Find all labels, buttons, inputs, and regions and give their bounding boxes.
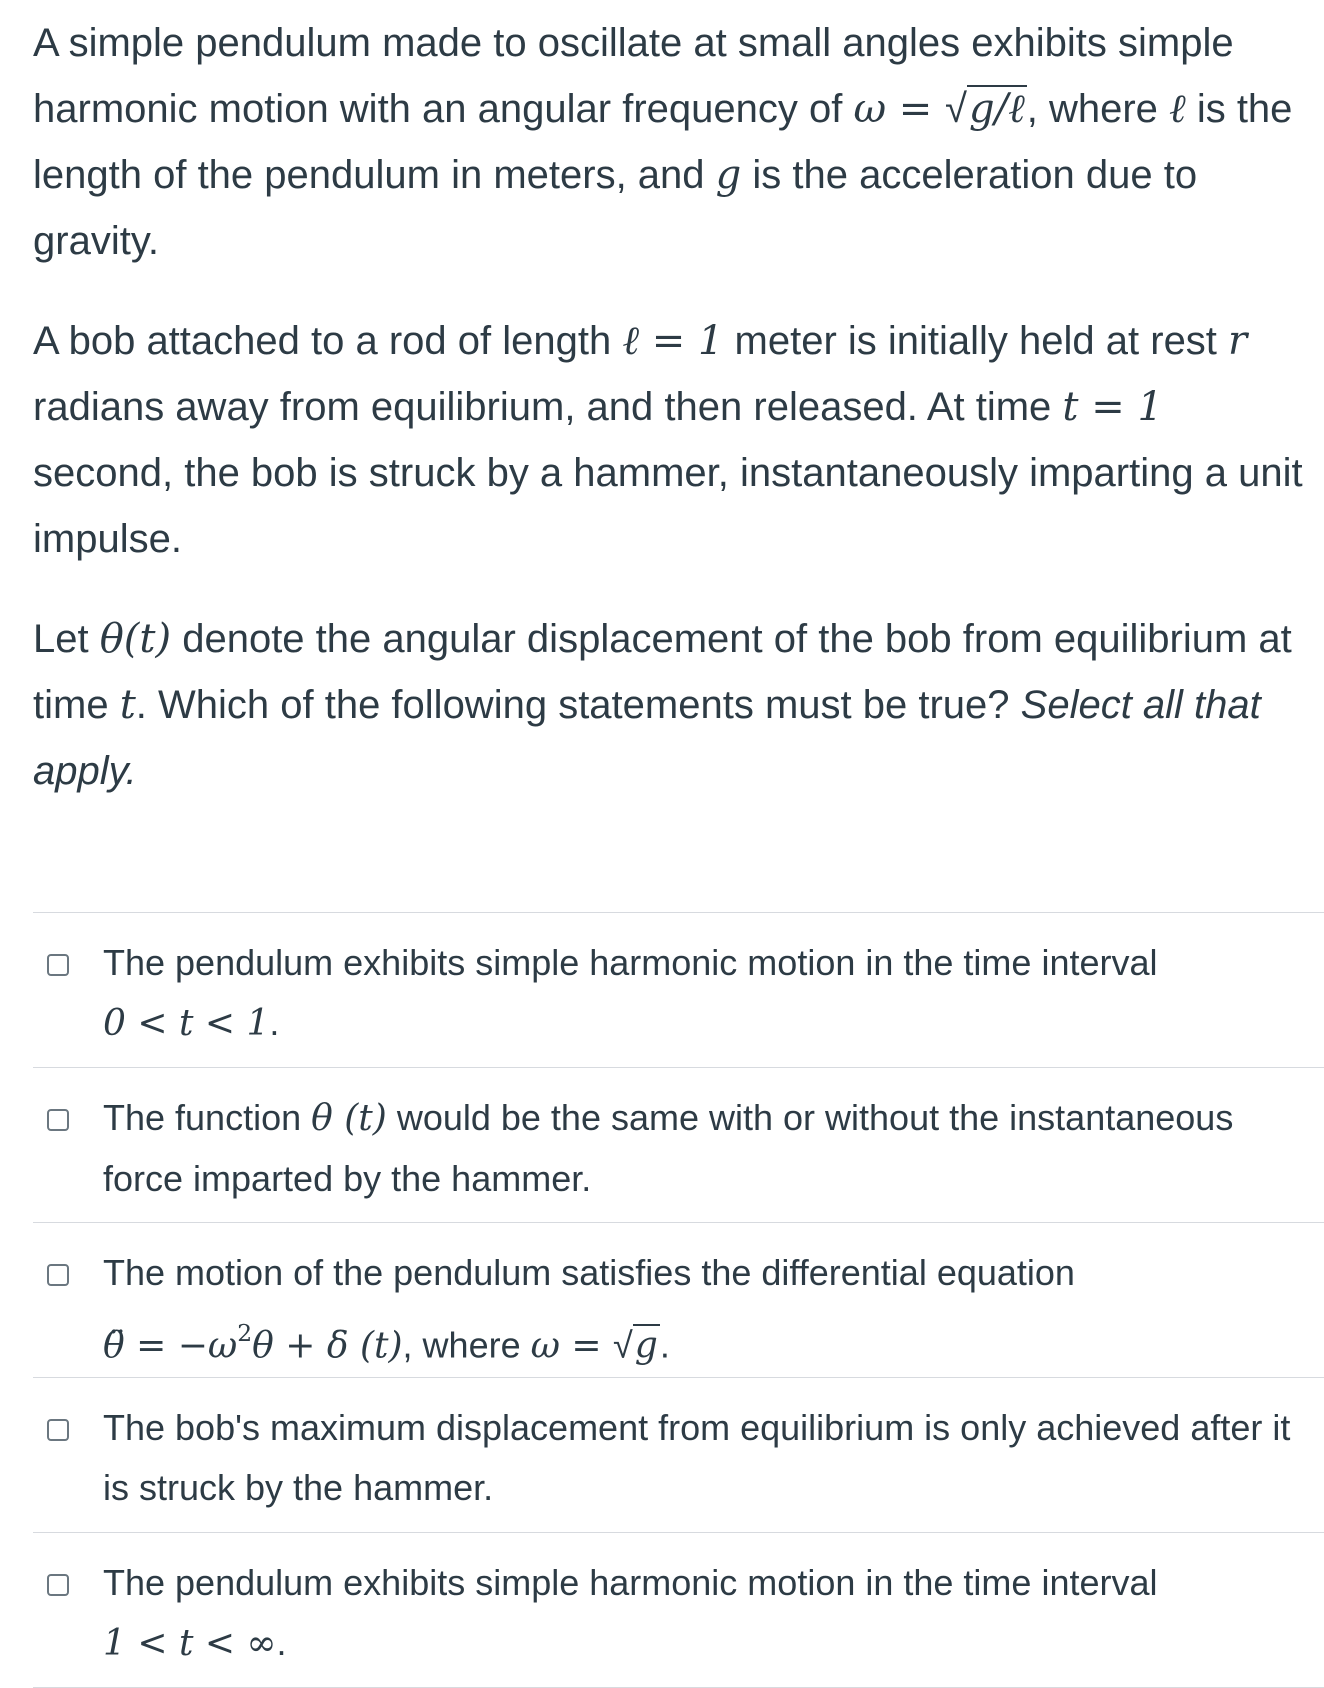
t-equation: t = 1 [1062, 384, 1163, 430]
answer-checkbox-1[interactable] [47, 954, 69, 976]
answer-option-5[interactable] [33, 1533, 1324, 1688]
answer-option-3[interactable] [33, 1223, 1324, 1378]
answer-checkbox-4[interactable] [47, 1419, 69, 1441]
ell-equation: ℓ = 1 [622, 318, 724, 364]
question-paragraph-1: A simple pendulum made to oscillate at small angles exhibits simple harmonic motion with an angular frequency of ω = √g/ℓ, where ℓ is the length of the pendulum in meters, and g is the acceleration due to gravity. [33, 21, 1293, 263]
omega-symbol: ω [853, 86, 887, 132]
answer-label-2[interactable]: The function θ (t) would be the same with or without the instantaneous force imparted by the hammer. [103, 1097, 1234, 1199]
answer-list [33, 912, 1324, 1688]
answer-label-4[interactable]: The bob's maximum displacement from equilibrium is only achieved after it is struck by the hammer. [103, 1407, 1291, 1508]
answer-option-2[interactable] [33, 1068, 1324, 1223]
answer-label-5[interactable]: The pendulum exhibits simple harmonic motion in the time interval 1 < t < ∞. [103, 1562, 1158, 1664]
answer-checkbox-2[interactable] [47, 1109, 69, 1131]
select-all-instruction: Select all that apply. [33, 683, 1261, 793]
answer-option-4[interactable] [33, 1378, 1324, 1533]
r-symbol: r [1228, 318, 1248, 364]
theta-of-t: θ(t) [99, 616, 172, 662]
question-paragraph-2: A bob attached to a rod of length ℓ = 1 meter is initially held at rest r radians away from equilibrium, and then released. At time t = 1 second, the bob is struck by a hammer, instantaneously imparting a unit impulse. [33, 318, 1303, 561]
ell-symbol: ℓ [1169, 86, 1186, 132]
answer-checkbox-3[interactable] [47, 1264, 69, 1286]
answer-label-3[interactable]: The motion of the pendulum satisfies the differential equation θ̈ = $-\omega^2\theta + \delta$ (t), where ω = √g. [103, 1252, 1075, 1367]
answer-option-1[interactable] [33, 913, 1324, 1068]
question-text [33, 10, 1313, 838]
sqrt-g-over-l: g/ℓ [968, 86, 1025, 132]
g-symbol: g [715, 152, 742, 198]
question-paragraph-3: Let θ(t) denote the angular displacement of the bob from equilibrium at time t. Which of the following statements must be true? Select all that apply. [33, 616, 1292, 793]
answer-label-1[interactable]: The pendulum exhibits simple harmonic motion in the time interval 0 < t < 1. [103, 942, 1158, 1044]
t-symbol: t [119, 682, 136, 728]
answer-checkbox-5[interactable] [47, 1574, 69, 1596]
